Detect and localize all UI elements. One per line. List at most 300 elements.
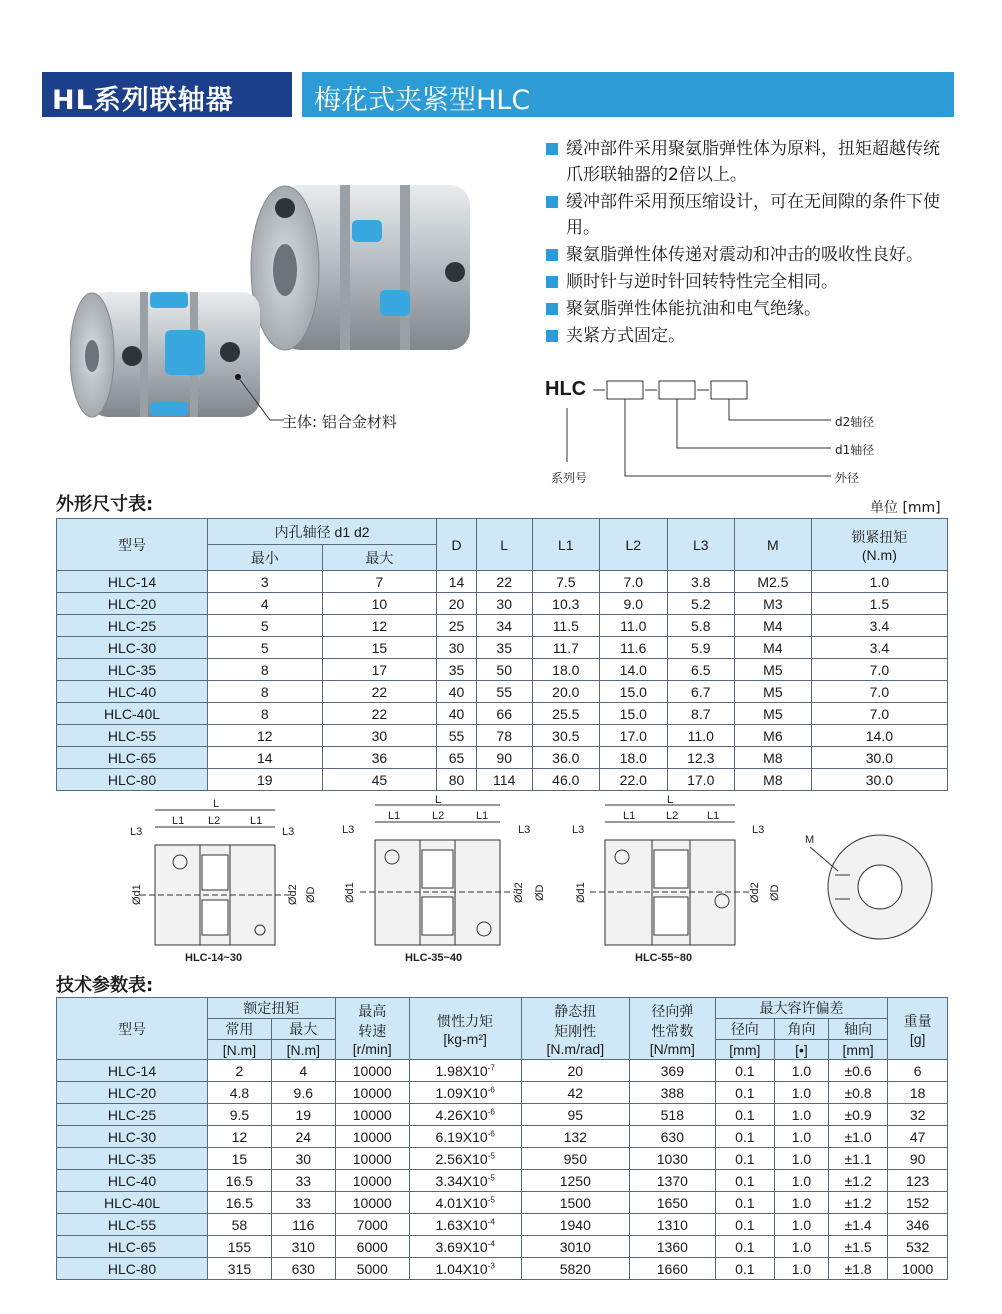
inertia-mantissa: 1.09X10	[435, 1084, 488, 1101]
table-cell: 66	[476, 703, 532, 725]
dimensions-title: 外形尺寸表:	[56, 494, 154, 515]
dim-label-d1: Ød1	[344, 882, 356, 903]
table-cell: 0.1	[715, 1236, 775, 1258]
table-cell: 5.2	[667, 593, 734, 615]
dim-label-L3-right: L3	[282, 826, 295, 838]
table-cell: 7.0	[600, 571, 667, 593]
inertia-mantissa: 3.34X10	[435, 1172, 488, 1189]
col-weight	[888, 998, 948, 1060]
table-cell: 22	[322, 681, 437, 703]
dim-label-L3: L3	[342, 824, 355, 836]
col-L: L	[476, 519, 532, 571]
inertia-exponent: -5	[487, 1150, 495, 1160]
table-cell: 3.4	[811, 637, 947, 659]
table-cell: 7.0	[811, 659, 947, 681]
table-cell: 1.0	[775, 1170, 829, 1192]
drawing-end-view	[810, 835, 932, 939]
col-angular-unit: [•]	[775, 1040, 829, 1060]
row-model-cell: HLC-25	[57, 615, 208, 637]
col-radial: 径向	[715, 1019, 775, 1040]
table-cell: 0.1	[715, 1126, 775, 1148]
dim-label-L3-right: L3	[518, 824, 531, 836]
drawing-hlc-35-40	[360, 805, 515, 945]
bullet-square-icon	[546, 276, 558, 288]
col-axial: 轴向	[828, 1019, 888, 1040]
table-cell: 10000	[335, 1170, 409, 1192]
table-row	[57, 1258, 948, 1280]
table-cell: 95	[521, 1104, 630, 1126]
table-cell: 15	[208, 1148, 272, 1170]
feature-text: 夹紧方式固定。	[566, 326, 685, 346]
dim-label-L: L	[667, 795, 674, 806]
table-row	[57, 725, 948, 747]
table-cell: 55	[476, 681, 532, 703]
dim-label-d1: Ød1	[131, 884, 143, 905]
dim-label-D: ØD	[534, 884, 546, 901]
table-cell: 1310	[630, 1214, 715, 1236]
table-cell: 11.0	[667, 725, 734, 747]
bullet-square-icon	[546, 196, 558, 208]
table-cell: 11.5	[532, 615, 599, 637]
table-cell: ±1.8	[828, 1258, 888, 1280]
inertia-mantissa: 3.69X10	[435, 1238, 488, 1255]
table-cell: 1000	[888, 1258, 948, 1280]
table-cell: 532	[888, 1236, 948, 1258]
technical-table	[56, 997, 948, 1280]
table-row	[57, 571, 948, 593]
table-row	[57, 615, 948, 637]
table-cell: 17.0	[667, 769, 734, 791]
table-cell: 5	[208, 615, 323, 637]
small-coupling-graphic	[70, 292, 260, 417]
table-cell: 10000	[335, 1104, 409, 1126]
table-cell: 4.8	[208, 1082, 272, 1104]
table-cell: 9.0	[600, 593, 667, 615]
table-cell: 25	[437, 615, 477, 637]
drawing-label-1: HLC-14~30	[185, 952, 243, 964]
technical-drawings	[110, 795, 960, 965]
drawing-label-2: HLC-35~40	[405, 952, 463, 964]
table-cell	[409, 1060, 521, 1082]
col-spring-line1: 径向弹	[651, 1002, 694, 1019]
table-cell: 30.0	[811, 769, 947, 791]
code-label-series: 系列号	[551, 471, 588, 485]
table-cell: 46.0	[532, 769, 599, 791]
drawing-label-3: HLC-55~80	[635, 952, 693, 964]
inertia-mantissa: 4.26X10	[435, 1106, 488, 1123]
table-cell: 310	[271, 1236, 335, 1258]
table-cell: 12	[208, 1126, 272, 1148]
table-cell: 80	[437, 769, 477, 791]
table-cell: 369	[630, 1060, 715, 1082]
col-torque-label: 锁紧扭矩	[851, 528, 908, 545]
table-cell: M2.5	[735, 571, 812, 593]
col-bore-max: 最大	[322, 545, 437, 571]
col-M: M	[735, 519, 812, 571]
table-cell: 8	[208, 659, 323, 681]
table-cell: 11.7	[532, 637, 599, 659]
table-cell: 14	[437, 571, 477, 593]
col-speed	[335, 998, 409, 1060]
feature-item	[546, 296, 946, 322]
table-cell: 90	[476, 747, 532, 769]
table-cell: M4	[735, 615, 812, 637]
table-row	[57, 659, 948, 681]
dim-label-d1: Ød1	[575, 882, 587, 903]
table-cell: 20	[521, 1060, 630, 1082]
row-model-cell: HLC-40L	[57, 703, 208, 725]
table-cell: 0.1	[715, 1170, 775, 1192]
table-cell: 10000	[335, 1192, 409, 1214]
table-cell: 15	[322, 637, 437, 659]
table-cell: 30.0	[811, 747, 947, 769]
col-max-unit: [N.m]	[271, 1040, 335, 1060]
table-cell: 19	[271, 1104, 335, 1126]
dim-label-D: ØD	[305, 886, 317, 903]
dim-label-L2: L2	[432, 810, 445, 822]
row-model-cell: HLC-14	[57, 571, 208, 593]
bullet-square-icon	[546, 249, 558, 261]
table-cell: M8	[735, 769, 812, 791]
table-cell: 5820	[521, 1258, 630, 1280]
table-cell: 9.6	[271, 1082, 335, 1104]
col-model: 型号	[57, 519, 208, 571]
table-row	[57, 1214, 948, 1236]
table-cell: 1940	[521, 1214, 630, 1236]
col-stiffness	[521, 998, 630, 1060]
table-cell: 5	[208, 637, 323, 659]
inertia-exponent: -6	[487, 1106, 495, 1116]
table-cell: 132	[521, 1126, 630, 1148]
table-cell: 17	[322, 659, 437, 681]
table-cell: 33	[271, 1192, 335, 1214]
table-cell: 12.3	[667, 747, 734, 769]
feature-item	[546, 323, 946, 349]
table-cell: 1.0	[811, 571, 947, 593]
table-cell	[409, 1214, 521, 1236]
dim-label-L: L	[435, 795, 442, 806]
table-cell: 42	[521, 1082, 630, 1104]
table-cell: 0.1	[715, 1104, 775, 1126]
table-cell: 6	[888, 1060, 948, 1082]
table-row	[57, 747, 948, 769]
col-D: D	[437, 519, 477, 571]
table-cell: 5.8	[667, 615, 734, 637]
col-weight-label: 重量	[903, 1012, 932, 1029]
col-spring-unit: [N/mm]	[649, 1040, 695, 1057]
table-cell: 36	[322, 747, 437, 769]
table-cell: 0.1	[715, 1258, 775, 1280]
table-cell: 12	[322, 615, 437, 637]
feature-text: 顺时针与逆时针回转特性完全相同。	[566, 272, 838, 292]
table-cell: 630	[271, 1258, 335, 1280]
drawing-hlc-55-80	[590, 805, 750, 945]
table-cell: 11.0	[600, 615, 667, 637]
col-inertia-label: 惯性力矩	[437, 1012, 494, 1029]
col-torque-unit: (N.m)	[861, 546, 897, 563]
table-cell: ±1.2	[828, 1170, 888, 1192]
table-cell: 3.4	[811, 615, 947, 637]
table-cell: 14.0	[600, 659, 667, 681]
table-cell: 9.5	[208, 1104, 272, 1126]
dim-label-D: ØD	[769, 884, 781, 901]
table-cell: 55	[437, 725, 477, 747]
dim-label-L1: L1	[623, 810, 636, 822]
feature-list	[546, 136, 946, 350]
series-title: HL系列联轴器	[52, 85, 234, 116]
table-cell: 0.1	[715, 1060, 775, 1082]
col-torque	[811, 519, 947, 571]
table-cell: 15.0	[600, 681, 667, 703]
table-cell: 518	[630, 1104, 715, 1126]
table-cell: 15.0	[600, 703, 667, 725]
col-stiffness-unit: [N.m/rad]	[546, 1040, 605, 1057]
table-row	[57, 1170, 948, 1192]
bullet-square-icon	[546, 330, 558, 342]
table-cell: 30.5	[532, 725, 599, 747]
table-cell	[409, 1148, 521, 1170]
large-coupling-graphic	[251, 185, 470, 350]
row-model-cell: HLC-20	[57, 593, 208, 615]
table-cell: 114	[476, 769, 532, 791]
product-image	[70, 180, 500, 430]
dim-label-L3: L3	[130, 826, 143, 838]
technical-title: 技术参数表:	[56, 975, 154, 996]
table-cell: 16.5	[208, 1170, 272, 1192]
table-cell: 22.0	[600, 769, 667, 791]
table-cell: 3	[208, 571, 323, 593]
col-misalign: 最大容许偏差	[715, 998, 888, 1019]
table-row	[57, 681, 948, 703]
table-cell: 78	[476, 725, 532, 747]
table-cell: 20.0	[532, 681, 599, 703]
table-cell: 123	[888, 1170, 948, 1192]
table-cell: ±0.6	[828, 1060, 888, 1082]
table-cell: 6.5	[667, 659, 734, 681]
inertia-mantissa: 1.04X10	[435, 1260, 488, 1277]
dim-label-L1: L1	[388, 810, 401, 822]
table-cell: 1.0	[775, 1192, 829, 1214]
table-cell: 1.0	[775, 1258, 829, 1280]
table-cell: 1.0	[775, 1082, 829, 1104]
table-cell: 7.0	[811, 703, 947, 725]
table-cell: 1360	[630, 1236, 715, 1258]
dim-label-d2: Ød2	[287, 884, 299, 905]
feature-text: 缓冲部件采用聚氨脂弹性体为原料，扭矩超越传统爪形联轴器的2倍以上。	[566, 139, 940, 185]
feature-item	[546, 269, 946, 295]
model-code-lines	[545, 372, 945, 492]
col-speed-line1: 最高	[358, 1002, 387, 1019]
col-speed-unit: [r/min]	[352, 1040, 392, 1057]
inertia-exponent: -5	[487, 1194, 495, 1204]
feature-text: 缓冲部件采用预压缩设计，可在无间隙的条件下使用。	[566, 192, 940, 238]
table-cell	[409, 1126, 521, 1148]
table-row	[57, 1192, 948, 1214]
row-model-cell: HLC-80	[57, 1258, 208, 1280]
row-model-cell: HLC-40	[57, 681, 208, 703]
dim-label-L3: L3	[572, 824, 585, 836]
table-cell: 58	[208, 1214, 272, 1236]
table-cell: 7000	[335, 1214, 409, 1236]
table-cell	[409, 1258, 521, 1280]
row-model-cell: HLC-80	[57, 769, 208, 791]
table-row	[57, 593, 948, 615]
feature-item	[546, 242, 946, 268]
row-model-cell: HLC-30	[57, 1126, 208, 1148]
drawing-hlc-14-30	[140, 810, 290, 945]
col-normal: 常用	[208, 1019, 272, 1040]
col-inertia	[409, 998, 521, 1060]
col-L2: L2	[600, 519, 667, 571]
table-cell: M8	[735, 747, 812, 769]
table-cell: M3	[735, 593, 812, 615]
dim-label-d2: Ød2	[513, 882, 525, 903]
bullet-square-icon	[546, 303, 558, 315]
unit-label: 单位 [mm]	[870, 500, 941, 516]
table-cell	[409, 1192, 521, 1214]
bullet-square-icon	[546, 143, 558, 155]
table-row	[57, 1104, 948, 1126]
table-cell: 3010	[521, 1236, 630, 1258]
col-L3: L3	[667, 519, 734, 571]
table-cell	[409, 1170, 521, 1192]
table-cell: 7.5	[532, 571, 599, 593]
table-cell: 155	[208, 1236, 272, 1258]
row-model-cell: HLC-65	[57, 747, 208, 769]
table-cell: ±0.9	[828, 1104, 888, 1126]
table-cell: 1370	[630, 1170, 715, 1192]
dim-label-L1-right: L1	[707, 810, 720, 822]
table-cell: 33	[271, 1170, 335, 1192]
table-cell: 47	[888, 1126, 948, 1148]
col-weight-unit: [g]	[909, 1030, 926, 1047]
table-cell: 10	[322, 593, 437, 615]
table-cell: 1.0	[775, 1104, 829, 1126]
table-cell: 950	[521, 1148, 630, 1170]
table-cell: 32	[888, 1104, 948, 1126]
table-cell: 0.1	[715, 1082, 775, 1104]
dim-label-L: L	[213, 798, 220, 810]
row-model-cell: HLC-55	[57, 725, 208, 747]
table-row	[57, 769, 948, 791]
table-cell: 315	[208, 1258, 272, 1280]
row-model-cell: HLC-25	[57, 1104, 208, 1126]
table-cell: 1.0	[775, 1060, 829, 1082]
dimensions-table	[56, 518, 948, 791]
table-cell: 10.3	[532, 593, 599, 615]
table-cell: 14.0	[811, 725, 947, 747]
table-cell: 14	[208, 747, 323, 769]
inertia-exponent: -3	[487, 1260, 495, 1270]
table-cell: 7	[322, 571, 437, 593]
code-label-d1: d1轴径	[835, 443, 875, 457]
technical-table-body	[57, 1060, 948, 1280]
table-cell: 30	[437, 637, 477, 659]
table-cell: 10000	[335, 1060, 409, 1082]
table-cell: ±1.2	[828, 1192, 888, 1214]
dim-label-L2: L2	[666, 810, 679, 822]
row-model-cell: HLC-30	[57, 637, 208, 659]
col-speed-line2: 转速	[358, 1022, 387, 1039]
table-cell: 4	[208, 593, 323, 615]
table-cell: 40	[437, 703, 477, 725]
dim-label-M: M	[805, 834, 815, 846]
table-cell: 388	[630, 1082, 715, 1104]
table-cell: 17.0	[600, 725, 667, 747]
table-cell: 36.0	[532, 747, 599, 769]
dim-label-L1-right: L1	[250, 815, 263, 827]
table-cell: 18	[888, 1082, 948, 1104]
table-cell: 16.5	[208, 1192, 272, 1214]
row-model-cell: HLC-35	[57, 659, 208, 681]
table-cell: 1650	[630, 1192, 715, 1214]
table-cell: 11.6	[600, 637, 667, 659]
table-cell: 8.7	[667, 703, 734, 725]
table-cell: 4	[271, 1060, 335, 1082]
col-model: 型号	[57, 998, 208, 1060]
table-cell: 45	[322, 769, 437, 791]
table-cell: 1030	[630, 1148, 715, 1170]
col-normal-unit: [N.m]	[208, 1040, 272, 1060]
table-cell: 18.0	[600, 747, 667, 769]
table-cell	[409, 1236, 521, 1258]
table-cell: 90	[888, 1148, 948, 1170]
col-stiffness-line2: 矩刚性	[554, 1022, 597, 1039]
col-rated-torque: 额定扭矩	[208, 998, 336, 1019]
title-banner-separator	[292, 72, 302, 117]
dim-label-L2: L2	[208, 815, 221, 827]
table-cell: 2	[208, 1060, 272, 1082]
col-angular: 角向	[775, 1019, 829, 1040]
table-cell: 0.1	[715, 1214, 775, 1236]
table-cell: 10000	[335, 1082, 409, 1104]
table-cell: 8	[208, 703, 323, 725]
table-cell: 0.1	[715, 1192, 775, 1214]
table-cell: 30	[271, 1148, 335, 1170]
table-cell: 6000	[335, 1236, 409, 1258]
table-cell: 50	[476, 659, 532, 681]
feature-item	[546, 189, 946, 241]
table-cell: 1.5	[811, 593, 947, 615]
dim-label-L1-right: L1	[476, 810, 489, 822]
table-cell: 25.5	[532, 703, 599, 725]
row-model-cell: HLC-35	[57, 1148, 208, 1170]
feature-item	[546, 136, 946, 188]
table-cell: 7.0	[811, 681, 947, 703]
table-cell: 30	[476, 593, 532, 615]
feature-text: 聚氨脂弹性体传递对震动和冲击的吸收性良好。	[566, 245, 923, 265]
row-model-cell: HLC-65	[57, 1236, 208, 1258]
row-model-cell: HLC-14	[57, 1060, 208, 1082]
col-bore: 内孔轴径 d1 d2	[208, 519, 437, 545]
table-cell: M5	[735, 659, 812, 681]
table-row	[57, 1060, 948, 1082]
col-max: 最大	[271, 1019, 335, 1040]
table-cell: ±0.8	[828, 1082, 888, 1104]
dim-label-d2: Ød2	[749, 882, 761, 903]
table-cell: 34	[476, 615, 532, 637]
table-cell: 1.0	[775, 1148, 829, 1170]
model-code-diagram	[545, 372, 945, 492]
table-cell: 19	[208, 769, 323, 791]
table-cell: ±1.5	[828, 1236, 888, 1258]
table-cell: ±1.0	[828, 1126, 888, 1148]
table-cell: 12	[208, 725, 323, 747]
inertia-exponent: -4	[487, 1238, 495, 1248]
table-cell: 630	[630, 1126, 715, 1148]
inertia-mantissa: 6.19X10	[435, 1128, 488, 1145]
table-cell: 116	[271, 1214, 335, 1236]
